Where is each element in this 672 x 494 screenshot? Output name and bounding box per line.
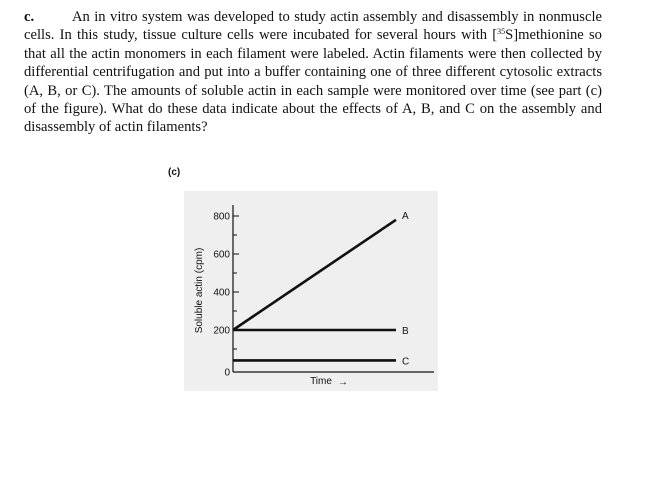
figure-part-label: (c) (168, 167, 181, 178)
series-label-a: A (402, 210, 409, 222)
series-line-a (233, 220, 396, 330)
question-body-start: An in vitro system was developed to study actin assembly and disassembly in nonmuscle cells. In this study, tissue culture cells were incubated for several hours with [ (24, 9, 602, 44)
y-tick-label: 200 (213, 325, 230, 337)
y-tick-label: 0 (224, 367, 230, 379)
soluble-actin-chart (184, 191, 438, 391)
y-tick-label: 800 (213, 211, 230, 223)
x-axis-arrow: → (338, 377, 348, 388)
y-tick-label: 400 (213, 287, 230, 299)
series-label-c: C (402, 356, 410, 368)
y-tick-label: 600 (213, 249, 230, 261)
x-axis-label: Time (310, 376, 332, 387)
isotope-superscript: 35 (497, 27, 506, 37)
y-axis-label: Soluble actin (cpm) (194, 247, 205, 334)
question-label: c. (24, 9, 35, 25)
question-text (24, 8, 602, 137)
chart-svg (184, 191, 438, 391)
series-label-b: B (402, 326, 409, 337)
question-body-end: S]methionine so that all the actin monomers in each filament were labeled. Actin filaments were then collected by differential centrifugation and put into a buffer containing one of three different cytosolic extracts (A, B, or C). The amounts of soluble actin in each sample were monitored over time (see part (c) of the figure). What do these data indicate about the effects of A, B, and C on the assembly and disassembly of actin filaments? (24, 27, 602, 136)
